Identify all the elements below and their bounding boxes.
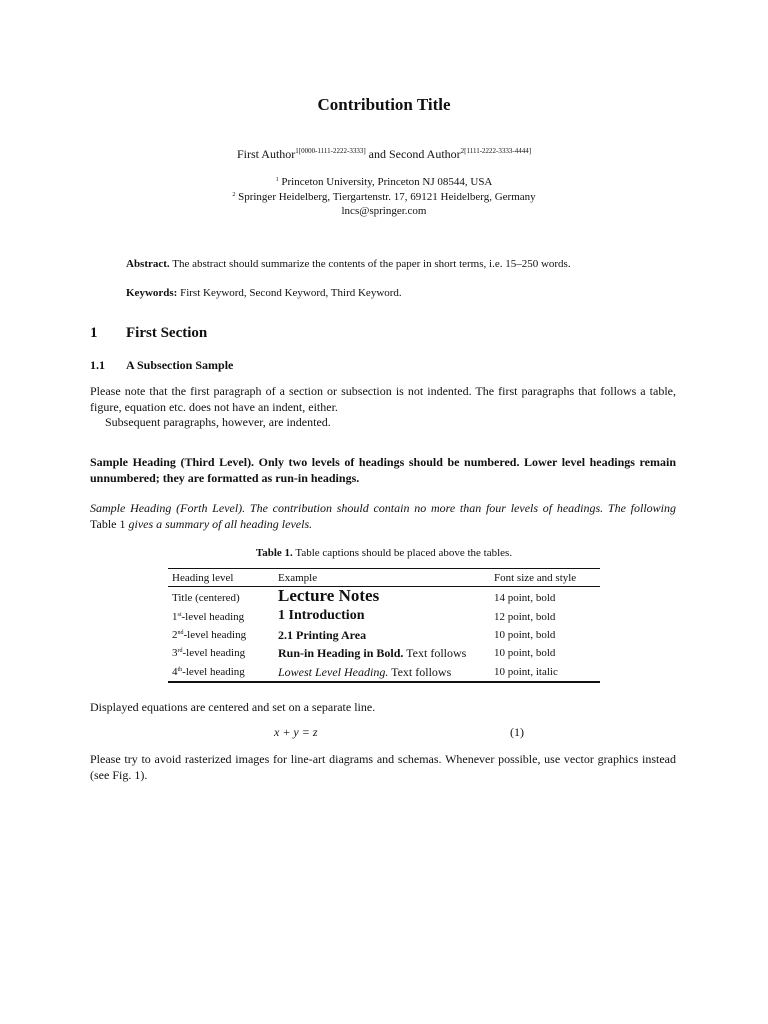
- author-line: [0, 147, 768, 162]
- affiliation-1-mark: 1: [275, 177, 279, 183]
- row-5-example-heading: Lowest Level Heading.: [278, 665, 389, 679]
- table-row-1-example: Lecture Notes: [278, 586, 380, 605]
- table-row-4-font: 10 point, bold: [494, 647, 556, 659]
- table-row-1-font: 14 point, bold: [494, 592, 556, 604]
- paragraph-1: Please note that the first paragraph of a section or subsection is not indented. The first paragraphs that follows a table, figure, equation etc. does not have an indent, either.: [90, 384, 676, 414]
- table-header-font: Font size and style: [494, 572, 577, 584]
- row-1-level-text: Title (centered): [172, 592, 240, 604]
- row-5-level-num: 4: [172, 666, 178, 678]
- section-heading: [90, 325, 207, 342]
- fourth-level-text-end: gives a summary of all heading levels.: [125, 516, 313, 531]
- author-email: lncs@springer.com: [341, 205, 427, 217]
- row-2-level-num: 1: [172, 611, 178, 623]
- row-2-level-rest: -level heading: [181, 611, 245, 623]
- row-5-level-rest: -level heading: [182, 666, 245, 678]
- author-connector: and: [365, 147, 389, 161]
- keywords-text: First Keyword, Second Keyword, Third Keyword.: [177, 287, 402, 299]
- table-caption: [0, 547, 768, 559]
- row-4-example-heading: Run-in Heading in Bold.: [278, 646, 404, 660]
- table-row-1-level: [172, 592, 240, 604]
- affiliation-1-text: Princeton University, Princeton NJ 08544, USA: [278, 176, 493, 188]
- table-row-2-font: 12 point, bold: [494, 611, 556, 623]
- row-3-level-num: 2: [172, 629, 178, 641]
- fourth-level-text: The contribution should contain no more than four levels of headings. The following: [245, 501, 676, 515]
- row-2-level-sup: st: [177, 612, 182, 618]
- row-4-level-sup: rd: [177, 648, 183, 654]
- table-row-5-level: [172, 666, 245, 678]
- keywords-label: Keywords:: [126, 287, 178, 299]
- fourth-level-paragraph: [90, 501, 676, 532]
- third-level-text: Only two levels of headings should be numbered. Lower level headings remain unnumbered; they are formatted as run-in headings.: [90, 455, 676, 485]
- table-row-3-level: [172, 629, 246, 641]
- row-5-level-sup: th: [177, 667, 183, 673]
- table-row-3-example: 2.1 Printing Area: [278, 628, 367, 642]
- table-top-rule: [168, 568, 600, 569]
- table-header-level: Heading level: [172, 572, 234, 584]
- second-author-orcid: 2[1111-2222-3333-4444]: [460, 147, 532, 155]
- table-caption-label: Table 1.: [255, 547, 293, 559]
- equation: x + y = z: [274, 725, 318, 739]
- abstract: [126, 258, 646, 270]
- equation-number: (1): [510, 725, 524, 739]
- third-level-heading: Sample Heading (Third Level).: [90, 455, 255, 469]
- affiliation-1: [0, 176, 768, 188]
- subsection-number: 1.1: [90, 358, 105, 372]
- section-number: 1: [90, 325, 98, 341]
- keywords: [126, 287, 646, 299]
- second-author: Second Author: [389, 147, 461, 161]
- affiliation-2: [0, 191, 768, 203]
- row-4-level-num: 3: [172, 647, 178, 659]
- table-row-2-level: [172, 611, 244, 623]
- fourth-level-heading: Sample Heading (Forth Level).: [90, 501, 246, 515]
- subsection-heading: [90, 358, 233, 373]
- row-4-example-tail: Text follows: [403, 646, 467, 660]
- paper-title: Contribution Title: [317, 95, 451, 114]
- section-title: First Section: [126, 325, 208, 341]
- row-3-level-sup: nd: [177, 630, 184, 636]
- table-row-5-font: 10 point, italic: [494, 666, 558, 678]
- first-author: First Author: [236, 147, 296, 161]
- affiliation-2-text: Springer Heidelberg, Tiergartenstr. 17, 69121 Heidelberg, Germany: [235, 191, 536, 203]
- affiliation-2-mark: 2: [232, 192, 236, 198]
- table-row-2-example: 1 Introduction: [278, 608, 365, 623]
- abstract-text: The abstract should summarize the contents of the paper in short terms, i.e. 15–250 words.: [169, 258, 571, 270]
- equation-intro: Displayed equations are centered and set on a separate line.: [90, 700, 376, 714]
- table-bottom-rule: [168, 681, 600, 683]
- paragraph-2: Subsequent paragraphs, however, are indented.: [105, 415, 331, 429]
- table-row-4-example: [278, 646, 466, 661]
- table-header-example: Example: [278, 572, 318, 584]
- row-4-level-rest: -level heading: [182, 647, 246, 659]
- row-5-example-tail: Text follows: [388, 665, 452, 679]
- table-row-4-level: [172, 647, 245, 659]
- third-level-paragraph: [90, 455, 676, 486]
- table-header-rule: [168, 586, 600, 587]
- table-reference: Table 1: [90, 516, 126, 531]
- subsection-title: A Subsection Sample: [126, 358, 234, 372]
- first-author-orcid: 1[0000-1111-2222-3333]: [295, 147, 366, 155]
- table-row-5-example: [278, 665, 451, 680]
- final-paragraph: Please try to avoid rasterized images for line-art diagrams and schemas. Whenever possible, use vector graphics instead (see Fig. 1).: [90, 752, 676, 782]
- table-row-3-font: 10 point, bold: [494, 629, 556, 641]
- row-3-level-rest: -level heading: [183, 629, 247, 641]
- abstract-label: Abstract.: [126, 258, 170, 270]
- table-caption-text: Table captions should be placed above the tables.: [292, 547, 513, 559]
